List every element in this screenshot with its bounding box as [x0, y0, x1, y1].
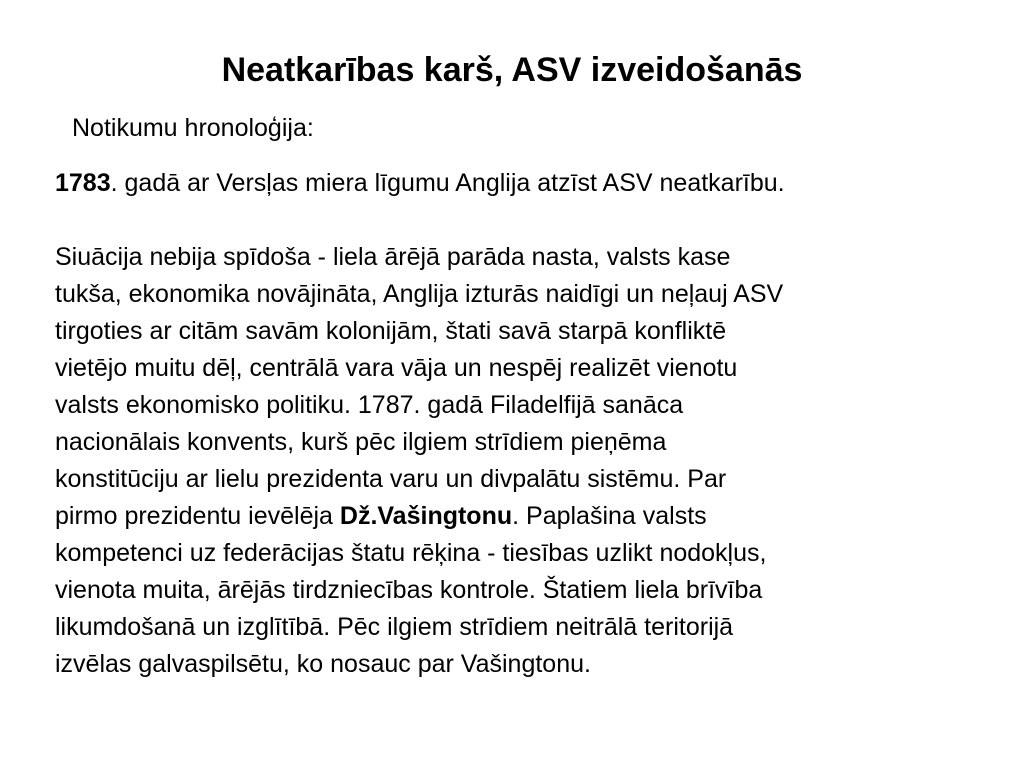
president-text-after: . Paplašina valsts	[512, 502, 707, 530]
year-highlight: 1783	[55, 169, 111, 197]
text-line: tirgoties ar citām savām kolonijām, štati savā starpā konfliktē	[55, 317, 727, 345]
president-name: Dž.Vašingtonu	[339, 502, 513, 530]
text-line: nacionālais konvents, kurš pēc ilgiem strīdiem pieņēma	[55, 428, 667, 456]
president-text-before: pirmo prezidentu ievēlēja	[55, 502, 340, 530]
text-line: Siuācija nebija spīdoša - liela ārējā parāda nasta, valsts kase	[55, 243, 731, 271]
text-line: likumdošanā un izglītībā. Pēc ilgiem strīdiem neitrālā teritorijā	[55, 613, 734, 641]
treaty-text: . gadā ar Versļas miera līgumu Anglija atzīst ASV neatkarību.	[110, 169, 785, 197]
slide-title: Neatkarības karš, ASV izveidošanās	[221, 51, 803, 89]
text-line: kompetenci uz federācijas štatu rēķina - tiesības uzlikt nodokļus,	[55, 539, 767, 567]
slide-subtitle: Notikumu hronoloģija:	[72, 114, 314, 142]
slide-body	[55, 165, 990, 683]
text-line-president	[55, 498, 990, 535]
text-line: konstitūciju ar lielu prezidenta varu un divpalātu sistēmu. Par	[55, 465, 727, 493]
paragraph-situation	[55, 239, 990, 683]
text-line: tukša, ekonomika novājināta, Anglija izturās naidīgi un neļauj ASV	[55, 280, 784, 308]
text-line: valsts ekonomisko politiku. 1787. gadā Filadelfijā sanāca	[55, 391, 684, 419]
text-line: izvēlas galvaspilsētu, ko nosauc par Vašingtonu.	[55, 650, 591, 678]
text-line: vienota muita, ārējās tirdzniecības kontrole. Štatiem liela brīvība	[55, 576, 763, 604]
text-line: vietējo muitu dēļ, centrālā vara vāja un nespēj realizēt vienotu	[55, 354, 738, 382]
paragraph-treaty	[55, 165, 990, 202]
